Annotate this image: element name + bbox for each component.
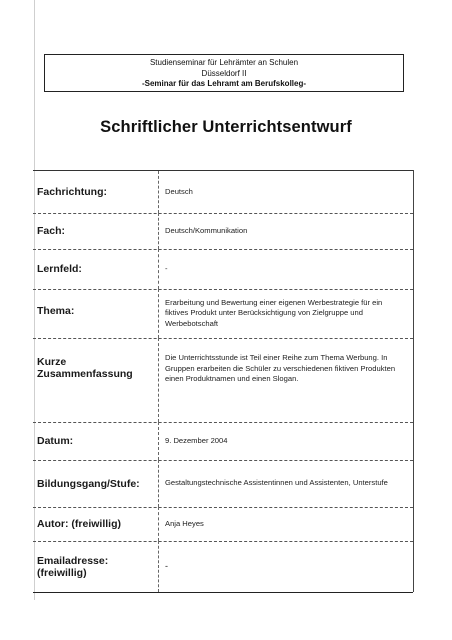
label-thema: Thema: bbox=[37, 305, 75, 317]
row-zusammenfassung bbox=[33, 338, 413, 423]
label-autor: Autor: (freiwillig) bbox=[37, 518, 121, 530]
column-divider bbox=[158, 338, 160, 422]
column-divider bbox=[158, 507, 160, 541]
column-divider bbox=[158, 460, 160, 507]
institution-header bbox=[44, 54, 404, 92]
institution-line-2: Düsseldorf II bbox=[201, 68, 247, 78]
column-divider bbox=[158, 422, 160, 460]
value-zusammenfassung: Die Unterrichtsstunde ist Teil einer Reihe zum Thema Werbung. In Gruppen erarbeiten die Schüler zu verschiedenen fiktiven Produkten einen Produktnamen und einen Slogan. bbox=[165, 353, 396, 383]
row-lernfeld bbox=[33, 249, 413, 290]
label-email: Emailadresse: (freiwillig) bbox=[37, 554, 109, 579]
column-divider bbox=[158, 289, 160, 338]
column-divider bbox=[158, 541, 160, 592]
value-email: - bbox=[165, 561, 168, 572]
column-divider bbox=[158, 171, 160, 213]
label-datum: Datum: bbox=[37, 435, 74, 447]
column-divider bbox=[158, 249, 160, 289]
value-bildungsgang: Gestaltungstechnische Assistentinnen und Assistenten, Unterstufe bbox=[165, 478, 388, 488]
label-fachrichtung: Fachrichtung: bbox=[37, 186, 107, 198]
institution-line-3: -Seminar für das Lehramt am Berufskolleg- bbox=[141, 79, 307, 88]
label-fach: Fach: bbox=[37, 225, 66, 237]
value-fach: Deutsch/Kommunikation bbox=[165, 225, 248, 235]
label-zusammenfassung: Kurze Zusammenfassung bbox=[37, 356, 133, 380]
row-email bbox=[33, 541, 413, 592]
value-lernfeld: - bbox=[165, 263, 168, 273]
row-fach bbox=[33, 213, 413, 250]
form-bottom-rule bbox=[33, 592, 413, 593]
column-divider bbox=[158, 213, 160, 249]
value-thema: Erarbeitung und Bewertung einer eigenen Werbestrategie für ein fiktives Produkt unter Berücksichtigung von Zielgruppe und Werbebotschaft bbox=[165, 297, 383, 328]
row-datum bbox=[33, 422, 413, 461]
row-fachrichtung bbox=[33, 171, 413, 214]
institution-line-1: Studienseminar für Lehrämter an Schulen bbox=[149, 58, 299, 67]
label-bildungsgang: Bildungsgang/Stufe: bbox=[37, 477, 140, 490]
label-lernfeld: Lernfeld: bbox=[37, 263, 82, 275]
value-fachrichtung: Deutsch bbox=[165, 186, 193, 196]
document-title: Schriftlicher Unterrichtsentwurf bbox=[100, 118, 352, 136]
row-thema bbox=[33, 289, 413, 339]
value-datum: 9. Dezember 2004 bbox=[165, 435, 228, 445]
row-bildungsgang bbox=[33, 460, 413, 508]
row-autor bbox=[33, 507, 413, 542]
value-autor: Anja Heyes bbox=[165, 518, 204, 528]
